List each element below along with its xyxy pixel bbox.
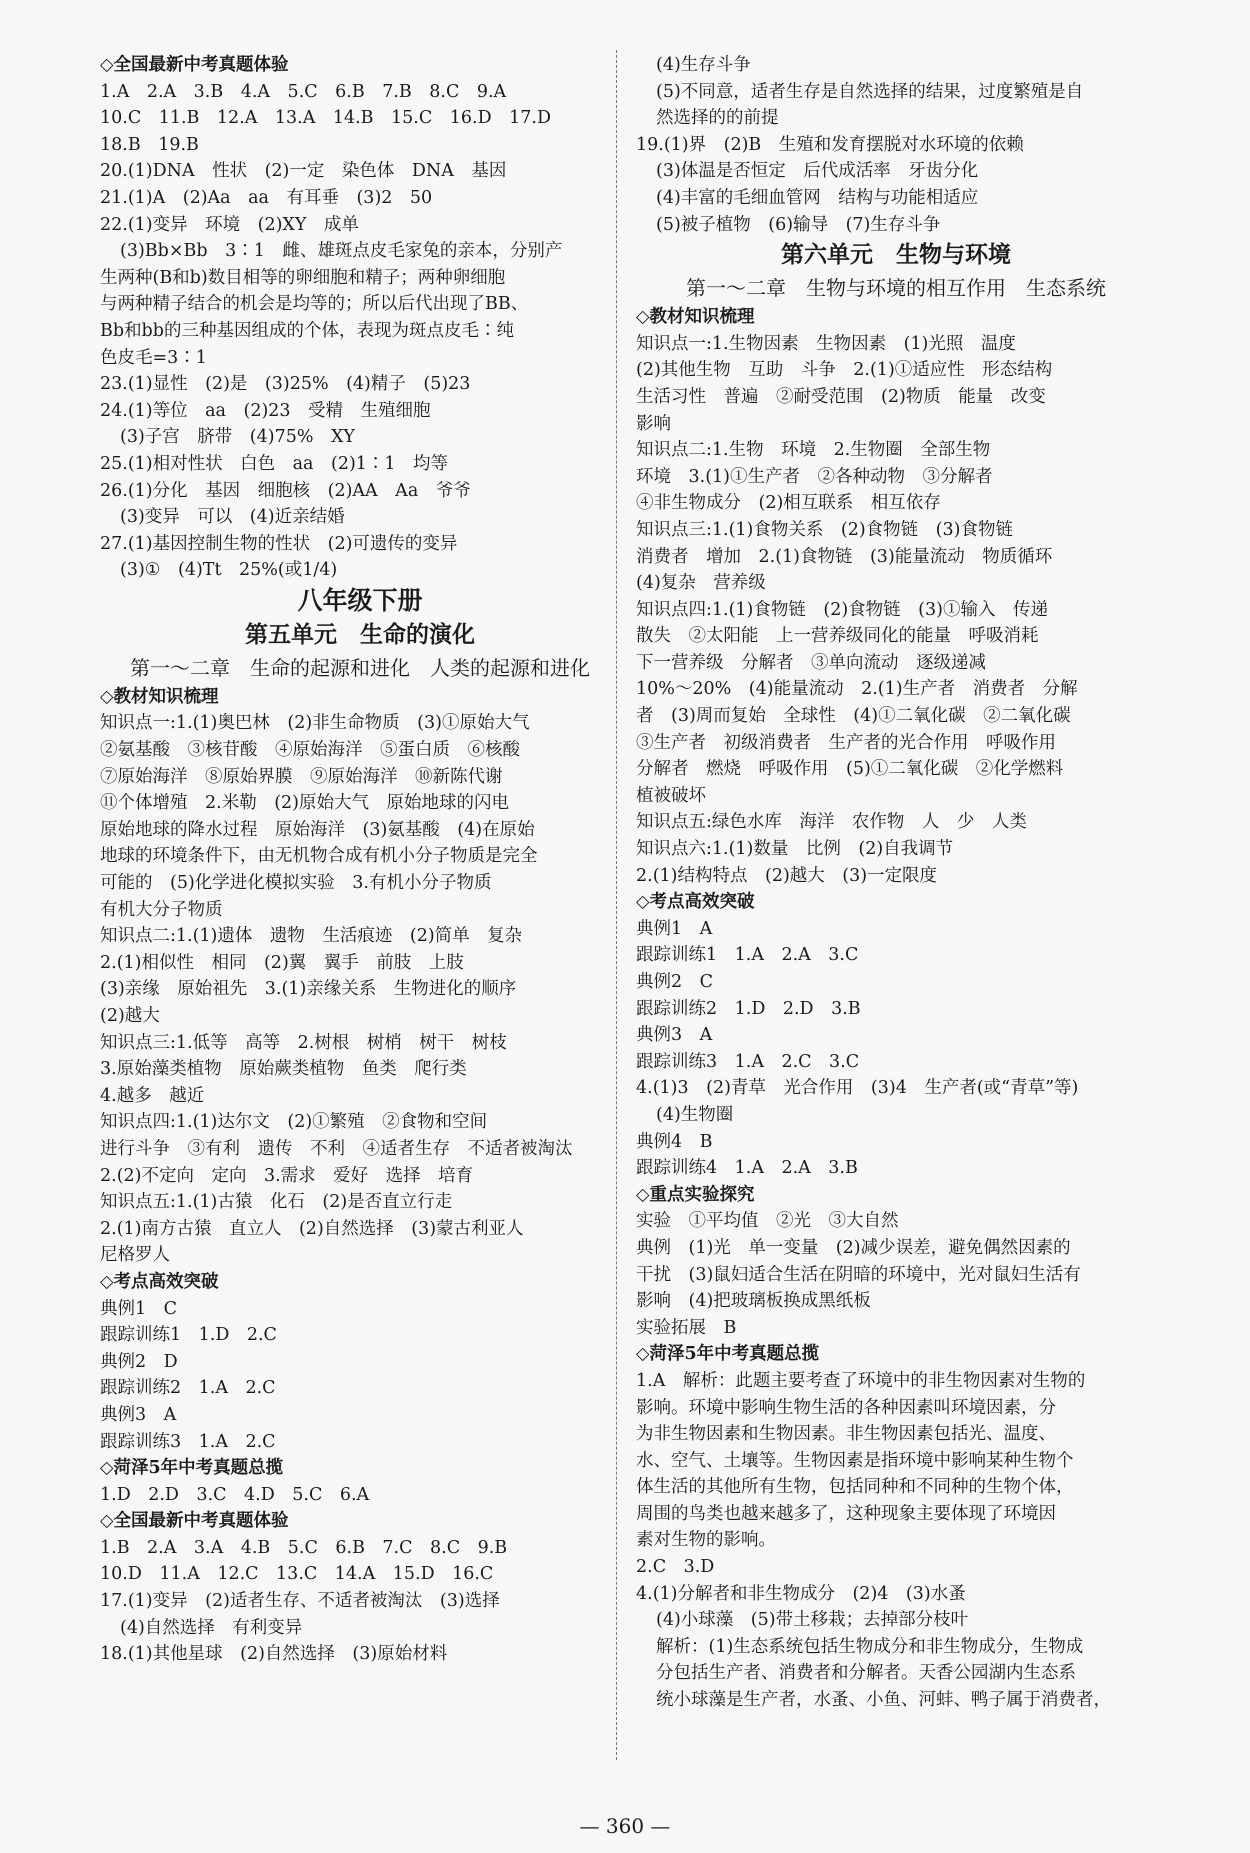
text-line: 10%～20% (4)能量流动 2.(1)生产者 消费者 分解	[636, 679, 1078, 700]
text-line: (3)变异 可以 (4)近亲结婚	[120, 507, 345, 528]
text-line: 知识点二:1.(1)遗体 遗物 生活痕迹 (2)简单 复杂	[100, 926, 523, 947]
text-line: 影响	[636, 413, 671, 434]
text-line: 知识点三:1.(1)食物关系 (2)食物链 (3)食物链	[636, 519, 1013, 540]
text-line: 知识点三:1.低等 高等 2.树根 树梢 树干 树枝	[100, 1032, 507, 1053]
text-line: (4)生存斗争	[656, 55, 751, 75]
text-line: 生两种(B和b)数目相等的卵细胞和精子；两种卵细胞	[100, 267, 506, 288]
section-heading: ◇考点高效突破	[100, 1271, 219, 1292]
text-line: 典例1 A	[636, 918, 713, 939]
text-line: 2.(1)相似性 相同 (2)翼 翼手 前肢 上肢	[100, 952, 464, 973]
text-line: ⑦原始海洋 ⑧原始界膜 ⑨原始海洋 ⑩新陈代谢	[100, 766, 503, 787]
text-line: 3.原始藻类植物 原始蕨类植物 鱼类 爬行类	[100, 1059, 467, 1080]
text-line: (4)自然选择 有利变异	[120, 1617, 303, 1638]
text-line: 22.(1)变异 环境 (2)XY 成单	[100, 214, 359, 235]
text-line: ④非生物成分 (2)相互联系 相互依存	[636, 493, 941, 514]
text-line: 知识点四:1.(1)达尔文 (2)①繁殖 ②食物和空间	[100, 1112, 488, 1133]
text-line: 体生活的其他所有生物，包括同种和不同种的生物个体，	[636, 1477, 1074, 1498]
text-line: 17.(1)变异 (2)适者生存、不适者被淘汰 (3)选择	[100, 1591, 500, 1612]
text-line: 知识点六:1.(1)数量 比例 (2)自我调节	[636, 839, 954, 860]
section-heading: ◇教材知识梳理	[636, 307, 755, 328]
text-line: 1.D 2.D 3.C 4.D 5.C 6.A	[100, 1484, 370, 1505]
text-line: 18.B 19.B	[100, 134, 199, 155]
text-line: 色皮毛=3∶1	[100, 347, 207, 368]
text-line: 21.(1)A (2)Aa aa 有耳垂 (3)2 50	[100, 187, 433, 208]
text-line: 实验 ①平均值 ②光 ③大自然	[636, 1211, 899, 1232]
text-line: 跟踪训练2 1.A 2.C	[100, 1378, 276, 1399]
text-line: 解析：(1)生态系统包括生物成分和非生物成分，生物成	[656, 1636, 1084, 1657]
text-line: 跟踪训练1 1.A 2.A 3.C	[636, 945, 859, 966]
text-line: 4.越多 越近	[100, 1085, 205, 1106]
text-line: (4)丰富的毛细血管网 结构与功能相适应	[656, 187, 979, 208]
text-line: 典例1 C	[100, 1298, 178, 1319]
section-heading: ◇教材知识梳理	[100, 686, 219, 707]
text-line: 跟踪训练4 1.A 2.A 3.B	[636, 1158, 858, 1179]
text-line: 可能的 (5)化学进化模拟实验 3.有机小分子物质	[100, 873, 492, 894]
text-line: 知识点五:绿色水库 海洋 农作物 人 少 人类	[636, 812, 1027, 833]
text-line: 4.(1)分解者和非生物成分 (2)4 (3)水蚤	[636, 1583, 966, 1604]
text-line: 原始地球的降水过程 原始海洋 (3)氨基酸 (4)在原始	[100, 819, 535, 840]
text-line: 地球的环境条件下，由无机物合成有机小分子物质是完全	[100, 846, 538, 867]
text-line: 尼格罗人	[100, 1245, 170, 1266]
text-line: 典例4 B	[636, 1131, 713, 1152]
text-line: 知识点二:1.生物 环境 2.生物圈 全部生物	[636, 440, 991, 461]
text-line: 与两种精子结合的机会是均等的；所以后代出现了BB、	[100, 294, 529, 315]
text-line: 2.(1)结构特点 (2)越大 (3)一定限度	[636, 865, 938, 886]
section-heading: ◇全国最新中考真题体验	[100, 55, 289, 75]
text-line: 27.(1)基因控制生物的性状 (2)可遗传的变异	[100, 533, 458, 554]
text-line: 26.(1)分化 基因 细胞核 (2)AA Aa 爷爷	[100, 480, 471, 501]
text-line: 进行斗争 ③有利 遗传 不利 ④适者生存 不适者被淘汰	[100, 1138, 573, 1159]
text-line: 跟踪训练1 1.D 2.C	[100, 1325, 277, 1346]
text-line: 24.(1)等位 aa (2)23 受精 生殖细胞	[100, 400, 431, 421]
text-line: 跟踪训练3 1.A 2.C 3.C	[636, 1051, 860, 1072]
text-line: 典例3 A	[100, 1404, 177, 1425]
chapter-title: 第六单元 生物与环境	[781, 241, 1011, 269]
text-line: 素对生物的影响。	[636, 1530, 776, 1551]
text-line: 有机大分子物质	[100, 899, 223, 920]
text-line: 1.B 2.A 3.A 4.B 5.C 6.B 7.C 8.C 9.B	[100, 1537, 508, 1558]
text-line: 19.(1)界 (2)B 生殖和发育摆脱对水环境的依赖	[636, 134, 1024, 155]
chapter-title: 第五单元 生命的演化	[245, 620, 475, 648]
text-line: 1.A 解析：此题主要考查了环境中的非生物因素对生物的	[636, 1370, 1086, 1391]
text-line: 典例3 A	[636, 1025, 713, 1046]
text-line: 18.(1)其他星球 (2)自然选择 (3)原始材料	[100, 1644, 448, 1665]
text-line: 水、空气、土壤等。生物因素是指环境中影响某种生物个	[636, 1450, 1074, 1471]
chapter-title: 八年级下册	[297, 585, 423, 615]
text-line: ②氨基酸 ③核苷酸 ④原始海洋 ⑤蛋白质 ⑥核酸	[100, 740, 520, 761]
text-line: 知识点五:1.(1)古猿 化石 (2)是否直立行走	[100, 1192, 453, 1213]
text-line: 25.(1)相对性状 白色 aa (2)1∶1 均等	[100, 453, 449, 474]
text-line: 知识点一:1.(1)奥巴林 (2)非生命物质 (3)①原始大气	[100, 713, 530, 734]
text-line: 影响。环境中影响生物生活的各种因素叫环境因素，分	[636, 1397, 1056, 1418]
text-line: (2)越大	[100, 1006, 160, 1026]
section-heading: ◇重点实验探究	[636, 1184, 755, 1205]
text-line: 者 (3)周而复始 全球性 (4)①二氧化碳 ②二氧化碳	[636, 706, 1071, 727]
text-line: 散失 ②太阳能 上一营养级同化的能量 呼吸消耗	[636, 626, 1039, 647]
text-line: 跟踪训练2 1.D 2.D 3.B	[636, 998, 861, 1019]
page-number: — 360 —	[579, 1814, 671, 1838]
text-line: 下一营养级 分解者 ③单向流动 逐级递减	[636, 652, 986, 673]
text-line: (4)复杂 营养级	[636, 573, 766, 594]
text-line: 2.(1)南方古猿 直立人 (2)自然选择 (3)蒙古利亚人	[100, 1218, 524, 1239]
text-line: 周围的鸟类也越来越多了，这种现象主要体现了环境因	[636, 1503, 1056, 1524]
section-heading: ◇菏泽5年中考真题总揽	[636, 1344, 820, 1365]
text-line: 植被破坏	[636, 785, 706, 806]
section-heading: ◇考点高效突破	[636, 892, 755, 913]
text-line: (5)不同意，适者生存是自然选择的结果，过度繁殖是自	[656, 81, 1084, 102]
text-line: 典例2 C	[636, 972, 714, 992]
text-line: 分包括生产者、消费者和分解者。天香公园湖内生态系	[656, 1663, 1076, 1684]
text-line: 影响 (4)把玻璃板换成黑纸板	[636, 1291, 871, 1312]
text-line: (3)Bb×Bb 3∶1 雌、雄斑点皮毛家兔的亲本，分别产	[120, 241, 563, 262]
text-line: 10.C 11.B 12.A 13.A 14.B 15.C 16.D 17.D	[100, 108, 551, 129]
text-line: Bb和bb的三种基因组成的个体，表现为斑点皮毛∶纯	[100, 320, 514, 341]
text-line: (3)① (4)Tt 25%(或1/4)	[120, 560, 338, 581]
text-line: 4.(1)3 (2)青草 光合作用 (3)4 生产者(或“青草”等)	[636, 1078, 1079, 1099]
text-line: 10.D 11.A 12.C 13.C 14.A 15.D 16.C	[100, 1564, 494, 1585]
chapter-title: 第一～二章 生命的起源和进化 人类的起源和进化	[130, 655, 590, 680]
text-line: 统小球藻是生产者，水蚤、小鱼、河蚌、鸭子属于消费者，	[656, 1690, 1111, 1711]
text-line: 2.C 3.D	[636, 1557, 715, 1578]
text-line: 环境 3.(1)①生产者 ②各种动物 ③分解者	[636, 466, 993, 487]
section-heading: ◇全国最新中考真题体验	[100, 1511, 289, 1532]
text-line: (5)被子植物 (6)输导 (7)生存斗争	[656, 214, 941, 235]
text-line: 知识点四:1.(1)食物链 (2)食物链 (3)①输入 传递	[636, 599, 1048, 620]
text-line: (4)小球藻 (5)带土移栽；去掉部分枝叶	[656, 1610, 969, 1631]
section-heading: ◇菏泽5年中考真题总揽	[100, 1458, 284, 1479]
text-line: 典例2 D	[100, 1351, 178, 1372]
text-line: 为非生物因素和生物因素。非生物因素包括光、温度、	[636, 1424, 1056, 1445]
text-line: 跟踪训练3 1.A 2.C	[100, 1431, 276, 1452]
text-line: 典例 (1)光 单一变量 (2)减少误差，避免偶然因素的	[636, 1237, 1071, 1258]
text-line: (4)生物圈	[656, 1104, 734, 1125]
text-line: ⑪个体增殖 2.米勒 (2)原始大气 原始地球的闪电	[100, 793, 509, 814]
text-line: 消费者 增加 2.(1)食物链 (3)能量流动 物质循环	[636, 546, 1053, 567]
text-line: 干扰 (3)鼠妇适合生活在阴暗的环境中，光对鼠妇生活有	[636, 1264, 1081, 1285]
text-line: 然选择的的前提	[656, 108, 779, 129]
text-line: ③生产者 初级消费者 生产者的光合作用 呼吸作用	[636, 732, 1056, 753]
right-column	[636, 52, 1156, 1714]
text-line: (3)亲缘 原始祖先 3.(1)亲缘关系 生物进化的顺序	[100, 979, 517, 1000]
text-line: 2.(2)不定向 定向 3.需求 爱好 选择 培育	[100, 1165, 474, 1186]
text-line: 1.A 2.A 3.B 4.A 5.C 6.B 7.B 8.C 9.A	[100, 81, 507, 102]
text-line: 20.(1)DNA 性状 (2)一定 染色体 DNA 基因	[100, 161, 507, 182]
text-line: 实验拓展 B	[636, 1317, 737, 1338]
text-line: (3)子宫 脐带 (4)75% XY	[120, 427, 355, 448]
text-line: 知识点一:1.生物因素 生物因素 (1)光照 温度	[636, 333, 1016, 354]
text-line: 生活习性 普遍 ②耐受范围 (2)物质 能量 改变	[636, 386, 1046, 407]
chapter-title: 第一～二章 生物与环境的相互作用 生态系统	[686, 276, 1106, 301]
text-line: (3)体温是否恒定 后代成活率 牙齿分化	[656, 161, 979, 182]
text-line: 分解者 燃烧 呼吸作用 (5)①二氧化碳 ②化学燃料	[636, 759, 1064, 780]
text-line: (2)其他生物 互助 斗争 2.(1)①适应性 形态结构	[636, 360, 1053, 381]
left-column	[100, 52, 620, 1668]
text-line: 23.(1)显性 (2)是 (3)25% (4)精子 (5)23	[100, 374, 471, 395]
